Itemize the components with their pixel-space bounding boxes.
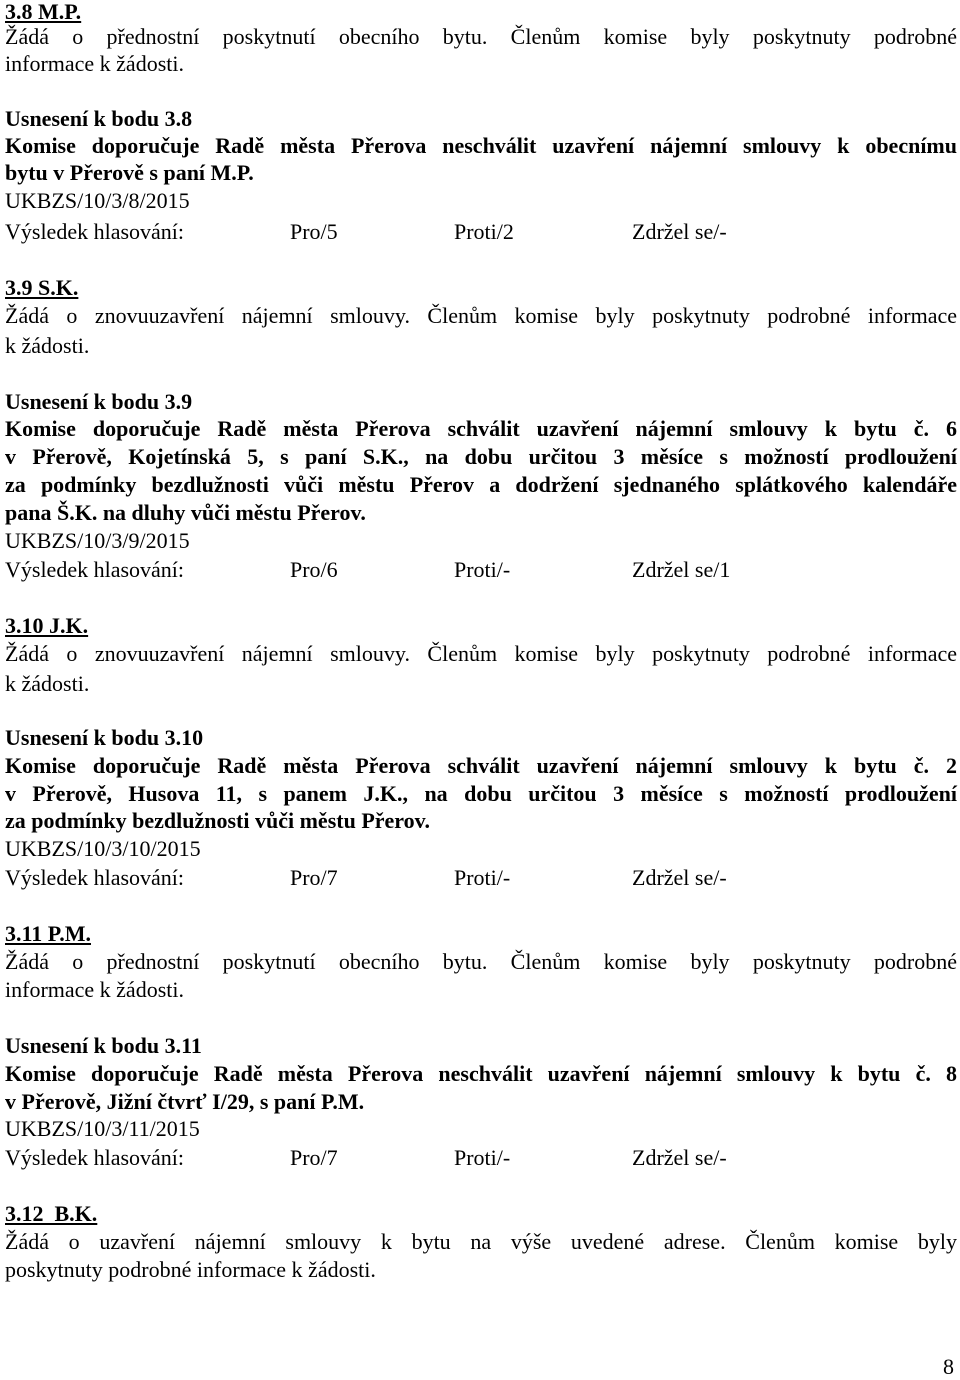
vote-abstain: Zdržel se/-: [632, 219, 727, 244]
request-text: Žádá o přednostní poskytnutí obecního bytu. Členům komise byly poskytnuty podrobné: [5, 949, 957, 974]
resolution-code: UKBZS/10/3/9/2015: [5, 528, 190, 553]
vote-label: Výsledek hlasování:: [5, 557, 185, 582]
resolution-text: za podmínky bezdlužnosti vůči městu Přerov.: [5, 808, 430, 833]
vote-proti: Proti/-: [454, 557, 511, 582]
vote-proti: Proti/2: [454, 219, 514, 244]
section-heading: 3.9 S.K.: [5, 275, 79, 300]
vote-abstain: Zdržel se/-: [632, 1145, 727, 1170]
vote-pro: Pro/7: [290, 865, 338, 890]
resolution-text: za podmínky bezdlužnosti vůči městu Přerov a dodržení sjednaného splátkového kalendáře: [5, 472, 957, 497]
request-text: informace k žádosti.: [5, 977, 184, 1002]
page-number: 8: [943, 1354, 954, 1379]
resolution-code: UKBZS/10/3/10/2015: [5, 836, 201, 861]
request-text: Žádá o přednostní poskytnutí obecního bytu. Členům komise byly poskytnuty podrobné: [5, 24, 957, 49]
resolution-text: Komise doporučuje Radě města Přerova schválit uzavření nájemní smlouvy k bytu č. 2: [5, 753, 957, 778]
resolution-title: Usnesení k bodu 3.8: [5, 106, 193, 131]
request-text: poskytnuty podrobné informace k žádosti.: [5, 1257, 376, 1282]
resolution-text: v Přerově, Husova 11, s panem J.K., na dobu určitou 3 měsíce s možností prodloužení: [5, 781, 957, 806]
section-heading: 3.8 M.P.: [5, 0, 82, 24]
vote-label: Výsledek hlasování:: [5, 1145, 185, 1170]
resolution-text: Komise doporučuje Radě města Přerova neschválit uzavření nájemní smlouvy k obecnímu: [5, 133, 957, 158]
vote-abstain: Zdržel se/-: [632, 865, 727, 890]
request-text: k žádosti.: [5, 671, 90, 696]
resolution-title: Usnesení k bodu 3.10: [5, 725, 204, 750]
resolution-text: v Přerově, Kojetínská 5, s paní S.K., na dobu určitou 3 měsíce s možností prodloužení: [5, 444, 957, 469]
resolution-text: pana Š.K. na dluhy vůči městu Přerov.: [5, 500, 366, 525]
vote-label: Výsledek hlasování:: [5, 865, 185, 890]
vote-label: Výsledek hlasování:: [5, 219, 185, 244]
vote-pro: Pro/5: [290, 219, 338, 244]
vote-proti: Proti/-: [454, 1145, 511, 1170]
section-heading: 3.12 B.K.: [5, 1201, 98, 1226]
resolution-text: Komise doporučuje Radě města Přerova schválit uzavření nájemní smlouvy k bytu č. 6: [5, 416, 957, 441]
request-text: Žádá o znovuuzavření nájemní smlouvy. Členům komise byly poskytnuty podrobné informace: [5, 303, 957, 328]
resolution-code: UKBZS/10/3/8/2015: [5, 188, 190, 213]
vote-pro: Pro/6: [290, 557, 338, 582]
request-text: k žádosti.: [5, 333, 90, 358]
request-text: Žádá o uzavření nájemní smlouvy k bytu na výše uvedené adrese. Členům komise byly: [5, 1229, 957, 1254]
vote-pro: Pro/7: [290, 1145, 338, 1170]
request-text: Žádá o znovuuzavření nájemní smlouvy. Členům komise byly poskytnuty podrobné informace: [5, 641, 957, 666]
resolution-code: UKBZS/10/3/11/2015: [5, 1116, 200, 1141]
vote-abstain: Zdržel se/1: [632, 557, 731, 582]
request-text: informace k žádosti.: [5, 51, 184, 76]
resolution-text: bytu v Přerově s paní M.P.: [5, 160, 254, 185]
vote-proti: Proti/-: [454, 865, 511, 890]
resolution-text: v Přerově, Jižní čtvrť I/29, s paní P.M.: [5, 1089, 365, 1114]
section-heading: 3.10 J.K.: [5, 613, 89, 638]
resolution-title: Usnesení k bodu 3.11: [5, 1033, 202, 1058]
section-heading: 3.11 P.M.: [5, 921, 91, 946]
resolution-text: Komise doporučuje Radě města Přerova neschválit uzavření nájemní smlouvy k bytu č. 8: [5, 1061, 957, 1086]
resolution-title: Usnesení k bodu 3.9: [5, 389, 193, 414]
